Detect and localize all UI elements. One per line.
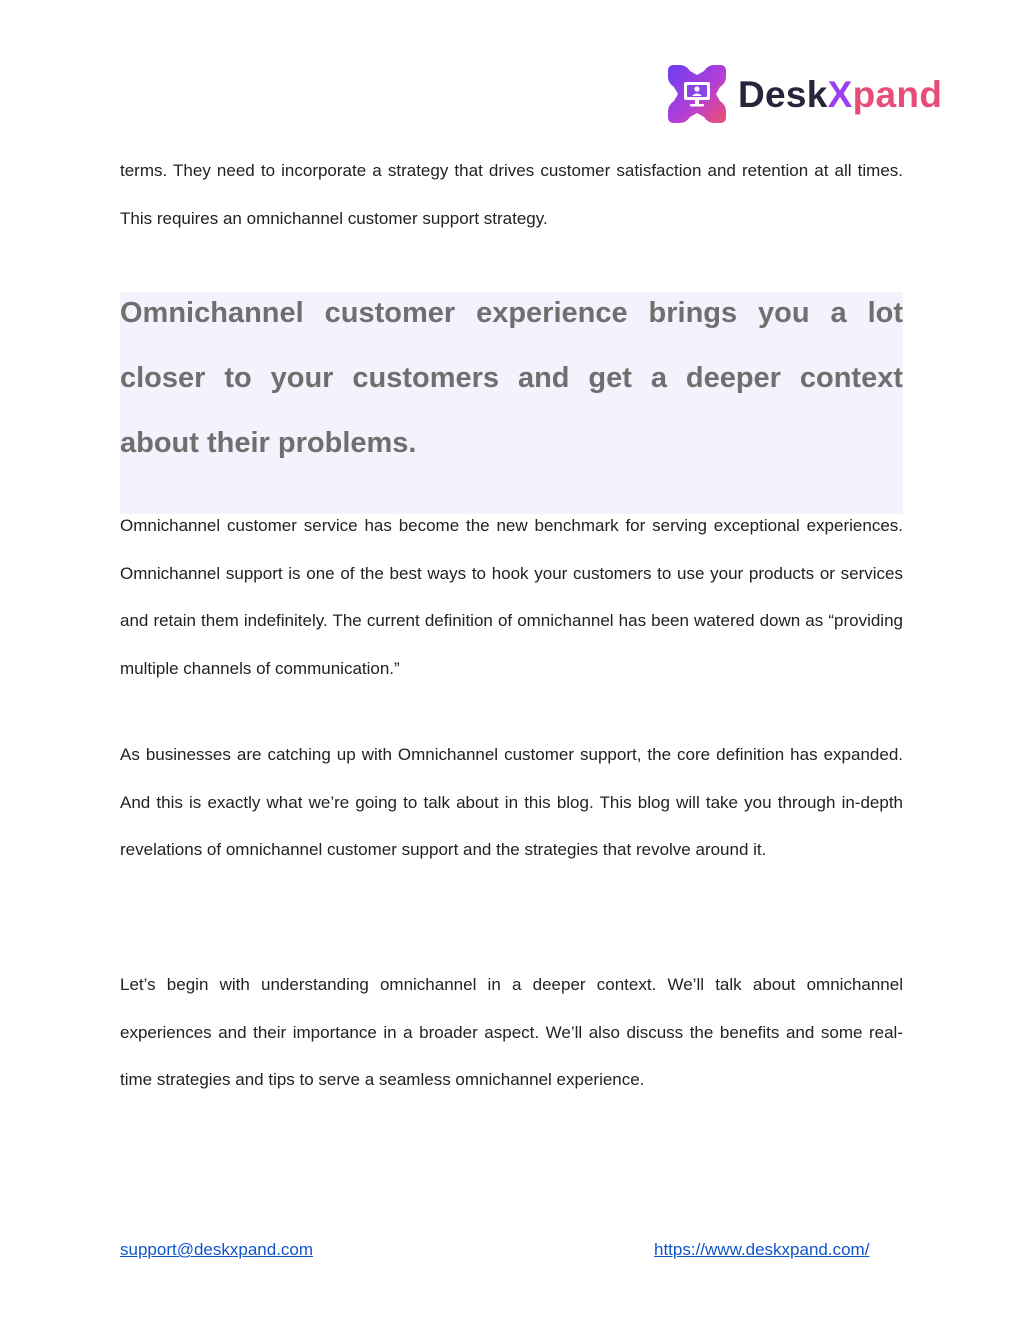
body-paragraph-3: Let’s begin with understanding omnichannel in a deeper context. We’ll talk about omnichannel experiences and their importance in a broader aspect. We’ll also discuss the benefits and some real-time strategies and tips to serve a seamless omnichannel experience. [120, 975, 903, 1090]
intro-paragraph: terms. They need to incorporate a strategy that drives customer satisfaction and retention at all times. This requires an omnichannel customer support strategy. [120, 161, 903, 228]
brand-name-desk: Desk [738, 73, 828, 115]
callout-box [120, 292, 903, 514]
website-link[interactable]: https://www.deskxpand.com/ [654, 1240, 870, 1259]
support-email-link[interactable]: support@deskxpand.com [120, 1240, 314, 1259]
brand-name-x: X [827, 73, 853, 115]
callout-heading: Omnichannel customer experience brings you a lot closer to your customers and get a deeper context about their problems. [120, 297, 903, 459]
brand-logo [664, 60, 942, 128]
monitor-x-logo-icon [664, 61, 730, 127]
body-paragraph-2: As businesses are catching up with Omnichannel customer support, the core definition has expanded. And this is exactly what we’re going to talk about in this blog. This blog will take you through in-depth revelations of omnichannel customer support and the strategies that revolve around it. [120, 745, 903, 860]
brand-name-pand: pand [852, 73, 943, 115]
body-paragraph-1: Omnichannel customer service has become the new benchmark for serving exceptional experiences. Omnichannel support is one of the best ways to hook your customers to use your products or services and retain them indefinitely. The current definition of omnichannel has been watered down as “providing multiple channels of communication.” [120, 516, 903, 678]
brand-name [738, 73, 943, 115]
